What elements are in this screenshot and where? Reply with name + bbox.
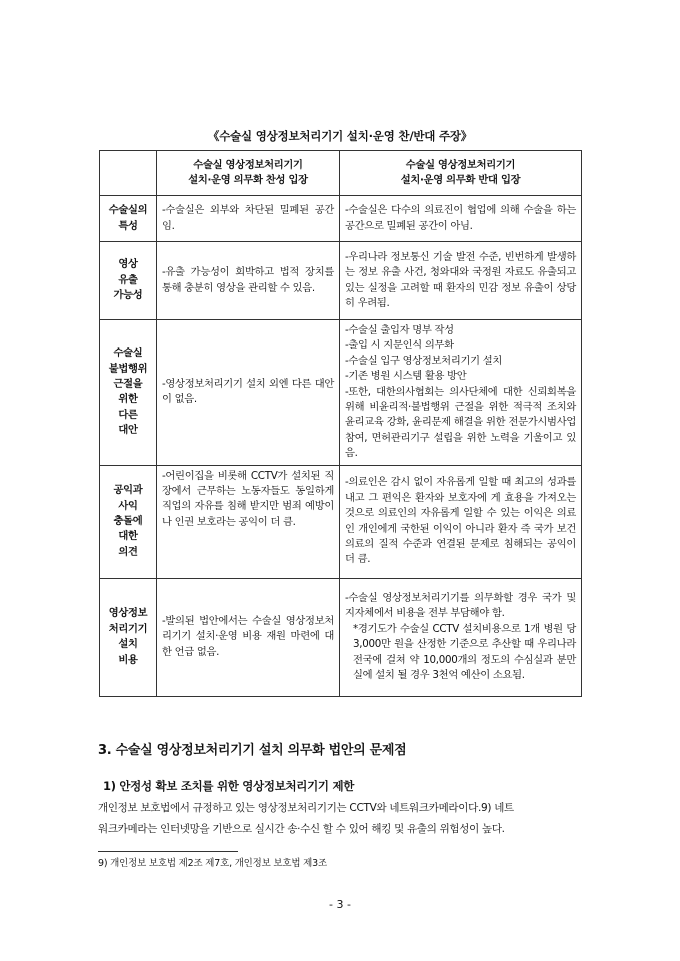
pro-cell: -유출 가능성이 희박하고 법적 장치를 통해 충분히 영상을 관리할 수 있음. <box>157 242 340 320</box>
table-row <box>100 196 582 242</box>
header-empty-cell <box>100 151 157 196</box>
row-label: 공익과 사익 충돌에 대한 의견 <box>100 465 157 578</box>
con-cell-note: *경기도가 수술실 CCTV 설치비용으로 1개 병원 당 3,000만 원을 산정한 기준으로 추산할 때 우리나라 전국에 걸쳐 약 10,000개의 정도의 수심실과 분만실에 설치 될 경우 3천억 예산이 소요됨. <box>353 622 576 681</box>
pro-cell: -어린이집을 비롯해 CCTV가 설치된 직장에서 근무하는 노동자들도 동일하게 직업의 자유를 침해 받지만 범죄 예방이나 인권 보호라는 공익이 더 큼. <box>157 465 340 578</box>
table-header-row <box>100 151 582 196</box>
body-paragraph: 개인정보 보호법에서 규정하고 있는 영상정보처리기기는 CCTV와 네트워크카메라이다.9) 네트 워크카메라는 인터넷망을 기반으로 실시간 송·수신 할 수 있어 해킹 및 유출의 위험성이 높다. <box>98 802 514 835</box>
table-row <box>100 578 582 696</box>
footnote: 9) 개인정보 보호법 제2조 제7호, 개인정보 보호법 제3조 <box>98 858 327 869</box>
table-row <box>100 465 582 578</box>
con-cell <box>340 578 582 696</box>
section-heading: 3. 수술실 영상정보처리기기 설치 의무화 법안의 문제점 <box>98 743 407 758</box>
row-label: 영상 유출 가능성 <box>100 242 157 320</box>
header-con: 수술실 영상정보처리기기 설치·운영 의무화 반대 입장 <box>340 151 582 196</box>
subsection-heading: 1) 안정성 확보 조치를 위한 영상정보처리기기 제한 <box>103 779 355 793</box>
table-row <box>100 242 582 320</box>
con-cell: -우리나라 정보통신 기술 발전 수준, 빈번하게 발생하는 정보 유출 사건, 청와대와 국정원 자료도 유출되고 있는 실정을 고려할 때 환자의 민감 정보 유출이 상당히 우려됨. <box>340 242 582 320</box>
row-label: 수술실 불법행위 근절을 위한 다른 대안 <box>100 320 157 466</box>
footnote-divider <box>98 851 238 852</box>
header-pro: 수술실 영상정보처리기기 설치·운영 의무화 찬성 입장 <box>157 151 340 196</box>
con-cell-main: -수술실 영상정보처리기기를 의무화할 경우 국가 및 지자체에서 비용을 전부 부담해야 함. <box>345 591 576 620</box>
con-cell: -수술실은 다수의 의료진이 협업에 의해 수술을 하는 공간으로 밀폐된 공간이 아님. <box>340 196 582 242</box>
con-cell: -의료인은 감시 없이 자유롭게 일할 때 최고의 성과를 내고 그 편익은 환자와 보호자에 게 효용을 가져오는 것으로 의료인의 자유롭게 일할 수 있는 이익은 의료인 개인에게 국한된 이익이 아니라 환자 즉 국가 보건의료의 질적 수준과 연결된 문제로 침해되는 공익이 더 큼. <box>340 465 582 578</box>
pro-cell: -영상정보처리기기 설치 외엔 다른 대안이 없음. <box>157 320 340 466</box>
table-row <box>100 320 582 466</box>
row-label: 수술실의 특성 <box>100 196 157 242</box>
con-cell: -수술실 출입자 명부 작성 -출입 시 지문인식 의무화 -수술실 입구 영상정보처리기기 설치 -기존 병원 시스템 활용 방안 -또한, 대한의사협회는 의사단체에 대한 신뢰회복을 위해 비윤리적·불법행위 근절을 위한 적극적 조치와 윤리교육 강화, 윤리문제 해결을 위한 전문가시범사업 참여, 면허관리기구 설립을 위한 노력을 기울이고 있음. <box>340 320 582 466</box>
row-label: 영상정보 처리기기 설치 비용 <box>100 578 157 696</box>
page-number: - 3 - <box>329 898 351 911</box>
table-caption: 《수술실 영상정보처리기기 설치·운영 찬/반대 주장》 <box>207 129 473 143</box>
pro-cell: -수술실은 외부와 차단된 밀폐된 공간임. <box>157 196 340 242</box>
comparison-table <box>99 150 582 697</box>
pro-cell: -발의된 법안에서는 수술실 영상정보처리기기 설치·운영 비용 재원 마련에 대한 언급 없음. <box>157 578 340 696</box>
